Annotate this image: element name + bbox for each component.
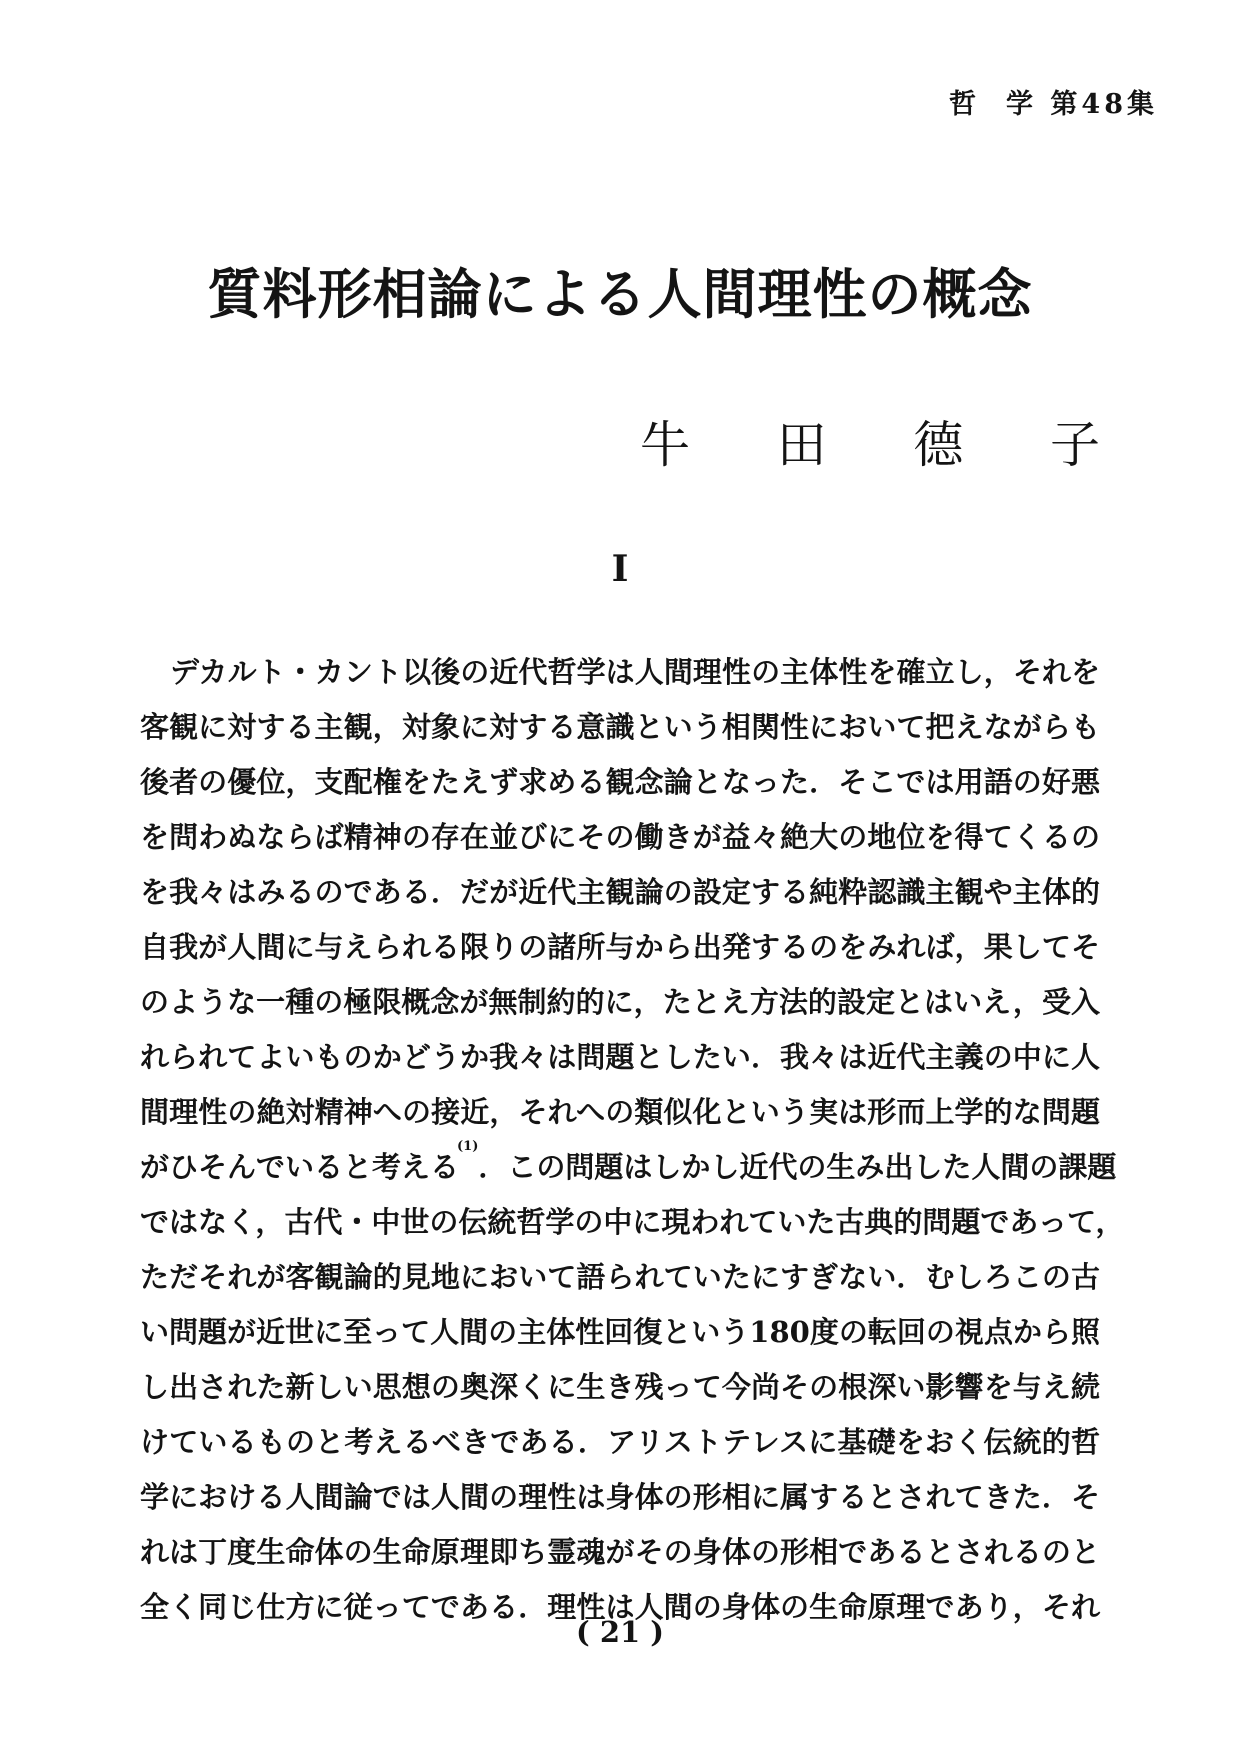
journal-name-char-1: 哲 [949, 89, 981, 120]
text-line: ではなく，古代・中世の伝統哲学の中に現われていた古典的問題であって， [140, 1205, 1125, 1239]
author-char: 牛 [640, 416, 690, 474]
text-line: れられてよいものかどうか我々は問題としたい．我々は近代主義の中に人 [140, 1040, 1100, 1074]
text-line: デカルト・カント以後の近代哲学は人間理性の主体性を確立し，それを [170, 655, 1100, 689]
author-char: 子 [1049, 416, 1100, 474]
text-segment: がひそんでいると考える [140, 1150, 460, 1184]
body-text [140, 645, 1125, 1635]
text-line: ただそれが客観論的見地において語られていたにすぎない．むしろこの古 [140, 1260, 1100, 1294]
journal-header [949, 82, 1158, 121]
author-char: 田 [776, 416, 827, 474]
text-line: を我々はみるのである．だが近代主観論の設定する純粋認識主観や主体的 [140, 875, 1100, 909]
text-line: 間理性の絶対精神への接近，それへの類似化という実は形而上学的な問題 [140, 1095, 1100, 1129]
journal-volume: 第48集 [1050, 89, 1158, 120]
text-line: 後者の優位，支配権をたえず求める観念論となった．そこでは用語の好悪 [140, 765, 1100, 799]
text-line: い問題が近世に至って人間の主体性回復という180度の転回の視点から照 [140, 1315, 1100, 1349]
text-line: れは丁度生命体の生命原理即ち霊魂がその身体の形相であるとされるのと [140, 1535, 1100, 1569]
text-line-with-footnote [140, 1139, 1117, 1195]
text-line: し出された新しい思想の奥深くに生き残って今尚その根深い影響を与え続 [140, 1370, 1100, 1404]
text-line: のような一種の極限概念が無制約的に，たとえ方法的設定とはいえ，受入 [140, 985, 1100, 1019]
page-number: ( 21 ) [576, 1615, 664, 1649]
text-line: けているものと考えるべきである．アリストテレスに基礎をおく伝統的哲 [140, 1425, 1100, 1459]
journal-name-char-2: 学 [1006, 89, 1038, 120]
text-segment: ．この問題はしかし近代の生み出した人間の課題 [478, 1150, 1117, 1184]
text-line: 自我が人間に与えられる限りの諸所与から出発するのをみれば，果してそ [140, 930, 1100, 964]
text-line: を問わぬならば精神の存在並びにその働きが益々絶大の地位を得てくるの [140, 820, 1100, 854]
footnote-marker[interactable]: (1) [457, 1139, 479, 1155]
text-line: 全く同じ仕方に従ってである．理性は人間の身体の生命原理であり，それ [140, 1590, 1100, 1624]
text-line: 学における人間論では人間の理性は身体の形相に属するとされてきた．そ [140, 1480, 1100, 1514]
section-heading: I [611, 548, 629, 590]
article-title: 質料形相論による人間理性の概念 [207, 262, 1033, 326]
text-line: 客観に対する主観，対象に対する意識という相関性において把えながらも [140, 710, 1100, 744]
author-char: 德 [913, 416, 964, 474]
author-name [640, 405, 1100, 477]
